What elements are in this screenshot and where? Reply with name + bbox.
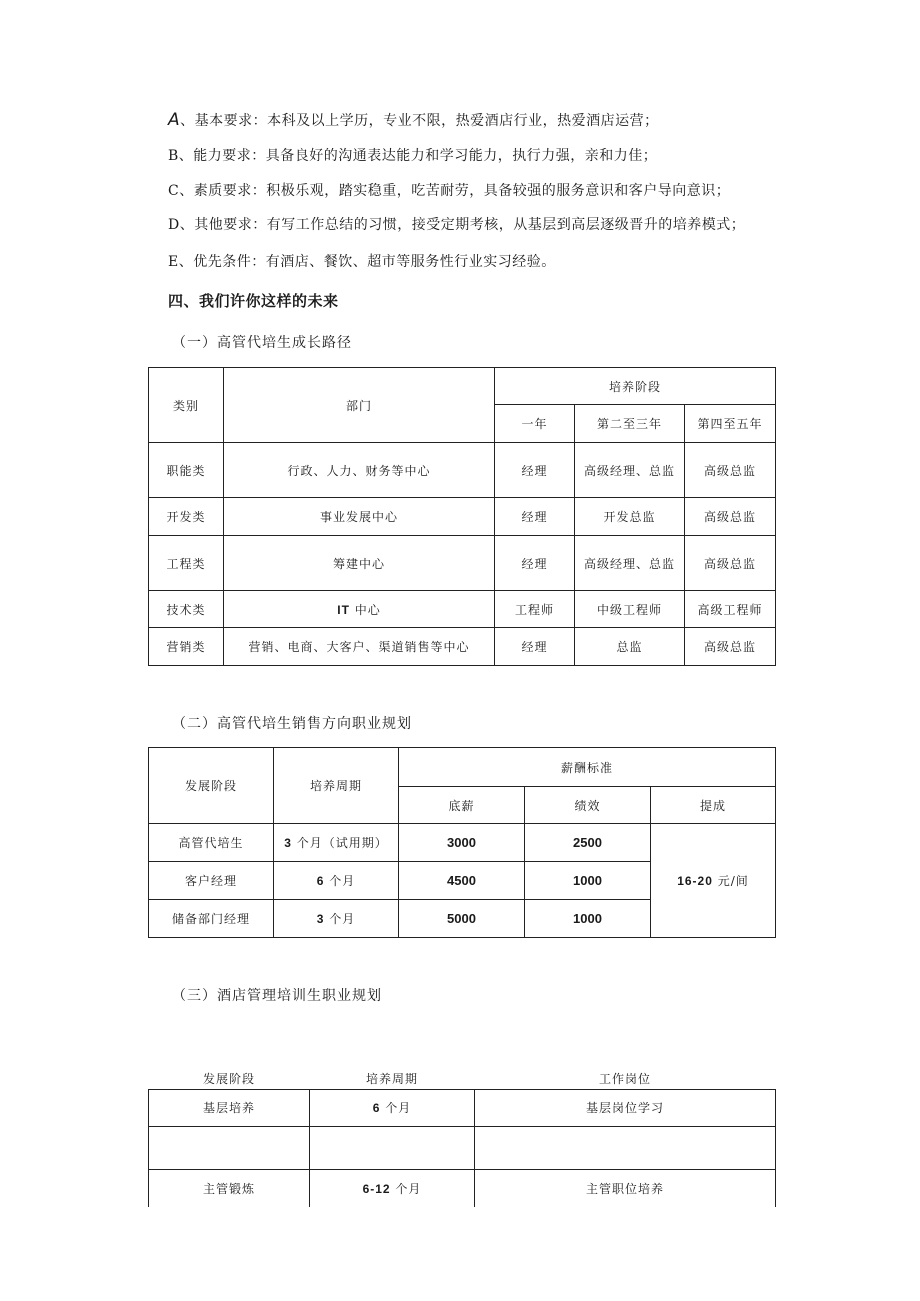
table-row <box>149 536 776 591</box>
management-trainee-table <box>148 1068 776 1207</box>
cell-base: 3000 <box>399 824 525 862</box>
header-performance: 绩效 <box>525 787 651 824</box>
header-year2-3: 第二至三年 <box>575 405 685 443</box>
cell-position: 主管职位培养 <box>475 1169 776 1207</box>
cell-base: 5000 <box>399 900 525 938</box>
cell-period <box>274 900 399 938</box>
requirement-text: 、其他要求：有写工作总结的习惯，接受定期考核，从基层到高层逐级晋升的培养模式； <box>179 217 746 233</box>
period-number: 6 <box>316 874 325 888</box>
cell-stage: 主管锻炼 <box>149 1169 310 1207</box>
requirement-e <box>168 251 556 271</box>
cell-category: 营销类 <box>149 628 224 666</box>
requirement-text: 、能力要求：具备良好的沟通表达能力和学习能力，执行力强，亲和力佳； <box>178 148 658 164</box>
period-unit: 个月 <box>329 912 356 926</box>
cell-stage: 高管代培生 <box>149 824 274 862</box>
requirement-text: 、素质要求：积极乐观，踏实稳重，吃苦耐劳，具备较强的服务意识和客户导向意识； <box>179 183 731 199</box>
cell-year2-3: 开发总监 <box>575 498 685 536</box>
table-row <box>149 498 776 536</box>
cell-period <box>310 1126 475 1169</box>
table3-caption: （三）酒店管理培训生职业规划 <box>172 988 382 1004</box>
table2-caption: （二）高管代培生销售方向职业规划 <box>172 716 412 732</box>
period-number: 6-12 <box>362 1181 391 1196</box>
table-row <box>149 1126 776 1169</box>
cell-year4-5: 高级总监 <box>685 443 776 498</box>
requirement-prefix: D <box>168 217 180 233</box>
header-stage: 发展阶段 <box>149 748 274 824</box>
cell-period <box>274 862 399 900</box>
header-commission: 提成 <box>651 787 776 824</box>
cell-period <box>310 1169 475 1207</box>
cell-stage: 客户经理 <box>149 862 274 900</box>
cell-year1: 经理 <box>495 536 575 591</box>
period-number: 3 <box>316 912 325 926</box>
cell-position <box>475 1126 776 1169</box>
header-year4-5: 第四至五年 <box>685 405 776 443</box>
cell-department: 筹建中心 <box>224 536 495 591</box>
section-heading: 四、我们许你这样的未来 <box>168 292 339 310</box>
table1-caption: （一）高管代培生成长路径 <box>172 335 352 351</box>
department-it: IT <box>337 602 350 617</box>
cell-stage: 储备部门经理 <box>149 900 274 938</box>
cell-period <box>310 1089 475 1126</box>
requirement-prefix: A <box>168 110 181 130</box>
table-row <box>149 1169 776 1207</box>
requirement-prefix: E <box>168 254 179 270</box>
growth-path-table <box>148 367 776 666</box>
cell-year1: 经理 <box>495 443 575 498</box>
requirement-prefix: B <box>168 148 179 164</box>
period-number: 3 <box>284 836 292 850</box>
header-department: 部门 <box>224 368 495 443</box>
table-row <box>149 824 776 862</box>
cell-category: 技术类 <box>149 591 224 628</box>
cell-stage: 基层培养 <box>149 1089 310 1126</box>
period-unit: 个月 <box>395 1181 422 1196</box>
commission-unit: 元/间 <box>717 874 749 888</box>
table-row <box>149 1089 776 1126</box>
table-row <box>149 628 776 666</box>
cell-year2-3: 总监 <box>575 628 685 666</box>
header-period: 培养周期 <box>274 748 399 824</box>
cell-year2-3: 高级经理、总监 <box>575 536 685 591</box>
table-row <box>149 443 776 498</box>
sales-career-table <box>148 747 776 938</box>
requirement-prefix: C <box>168 183 180 199</box>
cell-department: 营销、电商、大客户、渠道销售等中心 <box>224 628 495 666</box>
commission-number: 16-20 <box>677 874 713 888</box>
cell-category: 职能类 <box>149 443 224 498</box>
period-unit: 个月 <box>385 1101 412 1115</box>
cell-period <box>274 824 399 862</box>
cell-year1: 工程师 <box>495 591 575 628</box>
requirement-text: 、基本要求：本科及以上学历，专业不限，热爱酒店行业，热爱酒店运营； <box>180 113 659 129</box>
cell-year1: 经理 <box>495 498 575 536</box>
requirement-b <box>168 145 657 165</box>
cell-year4-5: 高级工程师 <box>685 591 776 628</box>
cell-base: 4500 <box>399 862 525 900</box>
header-year1: 一年 <box>495 405 575 443</box>
header-period: 培养周期 <box>365 1071 418 1086</box>
header-position: 工作岗位 <box>598 1071 651 1086</box>
header-stage: 培养阶段 <box>495 368 776 405</box>
requirement-d <box>168 214 745 234</box>
requirement-a <box>168 110 659 130</box>
cell-performance: 1000 <box>525 900 651 938</box>
header-base: 底薪 <box>399 787 525 824</box>
cell-position: 基层岗位学习 <box>475 1089 776 1126</box>
period-number: 6 <box>372 1101 381 1115</box>
cell-performance: 2500 <box>525 824 651 862</box>
cell-stage <box>149 1126 310 1169</box>
requirement-c <box>168 180 730 200</box>
table-row <box>149 591 776 628</box>
period-unit: 个月 <box>329 874 356 888</box>
header-salary: 薪酬标准 <box>399 748 776 787</box>
cell-category: 工程类 <box>149 536 224 591</box>
cell-year2-3: 中级工程师 <box>575 591 685 628</box>
cell-department: 事业发展中心 <box>224 498 495 536</box>
cell-department: 行政、人力、财务等中心 <box>224 443 495 498</box>
cell-year4-5: 高级总监 <box>685 498 776 536</box>
header-category: 类别 <box>149 368 224 443</box>
cell-year2-3: 高级经理、总监 <box>575 443 685 498</box>
cell-performance: 1000 <box>525 862 651 900</box>
cell-year4-5: 高级总监 <box>685 536 776 591</box>
header-stage: 发展阶段 <box>202 1071 255 1086</box>
cell-commission <box>651 824 776 938</box>
department-suffix: 中心 <box>354 602 381 617</box>
cell-year1: 经理 <box>495 628 575 666</box>
cell-category: 开发类 <box>149 498 224 536</box>
cell-department <box>224 591 495 628</box>
period-unit: 个月（试用期） <box>296 836 388 850</box>
requirement-text: 、优先条件：有酒店、餐饮、超市等服务性行业实习经验。 <box>178 254 556 270</box>
cell-year4-5: 高级总监 <box>685 628 776 666</box>
